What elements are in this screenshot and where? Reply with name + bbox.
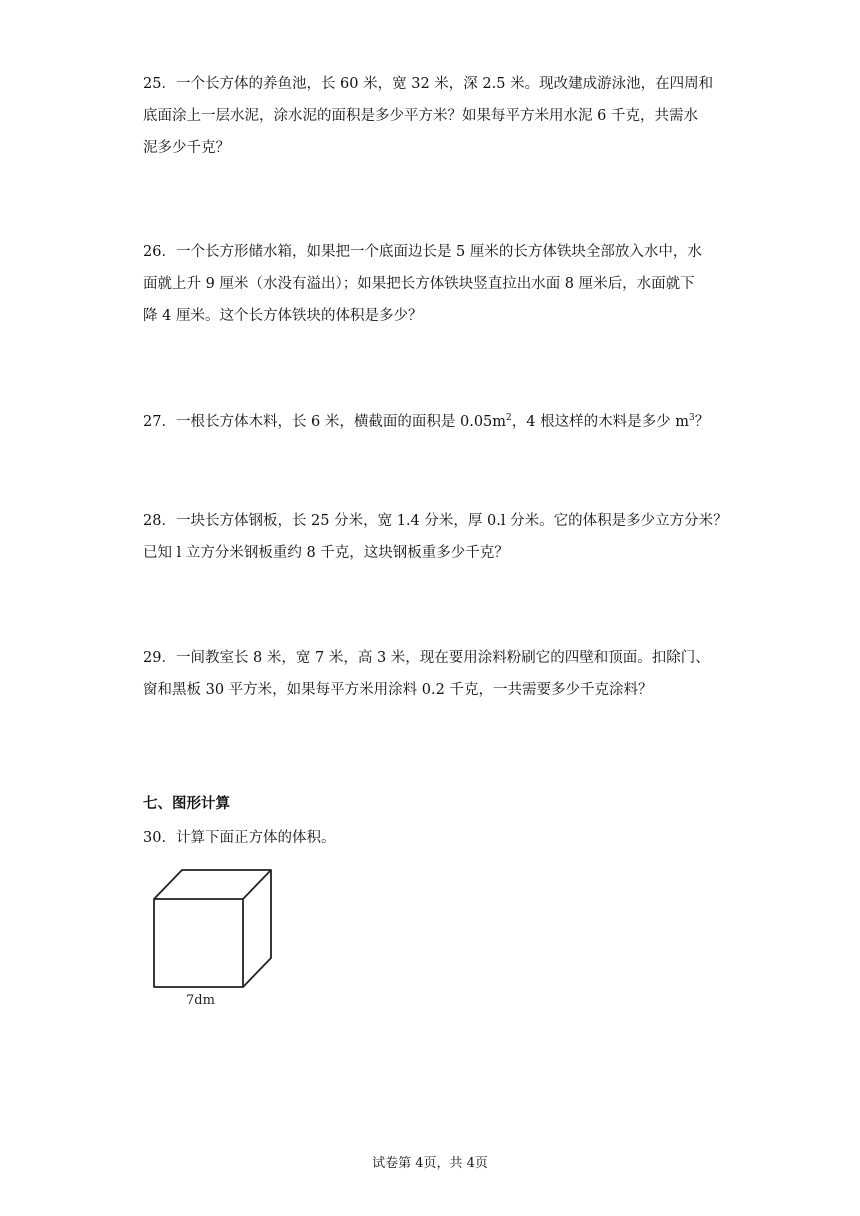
page-footer: 试卷第 4页，共 4页 xyxy=(372,1156,488,1171)
question-25-line-2: 底面涂上一层水泥，涂水泥的面积是多少平方米？如果每平方米用水泥 6 千克，共需水 xyxy=(143,108,698,124)
question-27 xyxy=(143,406,728,438)
superscript-3: 3 xyxy=(688,413,695,424)
cube-figure xyxy=(145,866,285,1016)
question-29-line-2: 窗和黑板 30 平方米，如果每平方米用涂料 0.2 千克，一共需要多少千克涂料？ xyxy=(143,682,653,698)
question-25-line-3: 泥多少千克？ xyxy=(143,140,230,156)
cube-top-face xyxy=(154,870,271,899)
cube-right-face xyxy=(243,870,271,987)
question-27-text-a: 27．一根长方体木料，长 6 米，横截面的面积是 0.05m xyxy=(143,414,507,430)
question-30: 30．计算下面正方体的体积。 xyxy=(143,830,336,846)
question-28-line-2: 已知 l 立方分米钢板重约 8 千克，这块钢板重多少千克？ xyxy=(143,545,509,561)
cube-front-face xyxy=(154,899,243,987)
question-26-line-3: 降 4 厘米。这个长方体铁块的体积是多少？ xyxy=(143,308,423,324)
question-28 xyxy=(143,505,728,569)
question-27-text-b: ，4 根这样的木料是多少 m xyxy=(511,414,689,430)
question-27-line-1 xyxy=(143,406,728,438)
question-27-text-c: ？ xyxy=(694,414,710,430)
question-26-line-2: 面就上升 9 厘米（水没有溢出）；如果把长方体铁块竖直拉出水面 8 厘米后，水面就下 xyxy=(143,276,695,292)
superscript-2: 2 xyxy=(506,413,512,424)
section-heading: 七、图形计算 xyxy=(143,795,230,812)
question-25-line-1: 25．一个长方体的养鱼池，长 60 米，宽 32 米，深 2.5 米。现改建成游泳池，在四周和 xyxy=(143,76,714,92)
question-26-line-1: 26．一个长方形储水箱，如果把一个底面边长是 5 厘米的长方体铁块全部放入水中，水 xyxy=(143,244,702,260)
question-29-line-1: 29．一间教室长 8 米，宽 7 米，高 3 米，现在要用涂料粉刷它的四壁和顶面。扣除门、 xyxy=(143,650,710,666)
question-28-line-1: 28．一块长方体钢板，长 25 分米，宽 1.4 分米，厚 0.l 分米。它的体积是多少立方分米？ xyxy=(143,513,728,529)
question-25 xyxy=(143,68,728,164)
question-29 xyxy=(143,642,728,706)
question-26 xyxy=(143,236,728,332)
cube-edge-label: 7dm xyxy=(186,993,215,1008)
